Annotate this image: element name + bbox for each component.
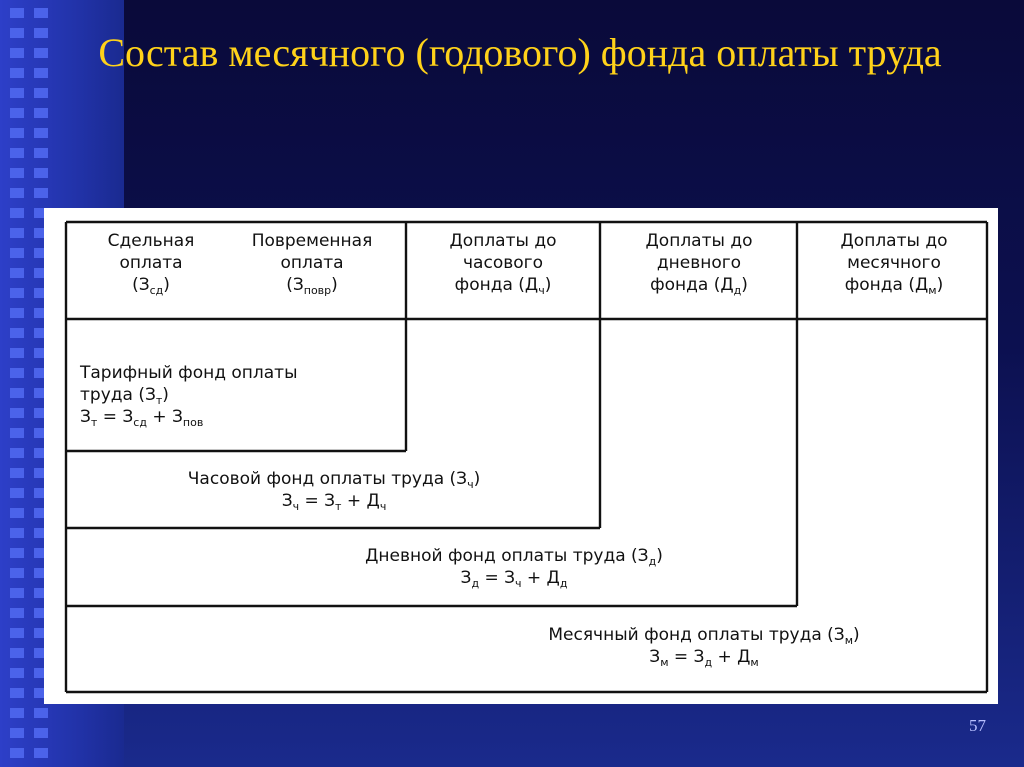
slide-number: 57 bbox=[969, 716, 986, 735]
band-square bbox=[10, 208, 24, 218]
band-square bbox=[10, 548, 24, 558]
band-square bbox=[10, 708, 24, 718]
band-square bbox=[10, 308, 24, 318]
monthly-fund-label: Месячный фонд оплаты труда $(З_м)$ $З_м = З_д + Д_м$ bbox=[484, 624, 924, 668]
band-square bbox=[10, 588, 24, 598]
band-square bbox=[10, 608, 24, 618]
band-square bbox=[34, 148, 48, 158]
band-square bbox=[10, 688, 24, 698]
hourly-fund-label: Часовой фонд оплаты труда $(З_ч)$ $З_ч = З_т + Д_ч$ bbox=[104, 468, 564, 512]
band-square bbox=[10, 448, 24, 458]
band-square bbox=[10, 168, 24, 178]
hourly-fund-formula: $З_ч = З_т + Д_ч$ bbox=[281, 491, 387, 513]
band-square bbox=[10, 68, 24, 78]
band-square bbox=[10, 408, 24, 418]
tariff-fund-label: Тарифный фонд оплаты труда $(З_т)$ $З_т = З_{сд} + З_{пов}$ bbox=[80, 362, 400, 428]
band-square bbox=[34, 68, 48, 78]
diagram-panel bbox=[44, 208, 998, 704]
band-square bbox=[34, 128, 48, 138]
band-square bbox=[10, 88, 24, 98]
band-square bbox=[10, 48, 24, 58]
header-daily-supplements: Доплаты до дневного фонда $(Д_д)$ bbox=[645, 231, 753, 297]
band-square bbox=[34, 48, 48, 58]
tariff-fund-formula: $З_т = З_{сд} + З_{пов}$ bbox=[80, 407, 204, 429]
daily-fund-formula: $З_д = З_ч + Д_д$ bbox=[460, 568, 568, 590]
band-square bbox=[10, 268, 24, 278]
header-monthly-supplements: Доплаты до месячного фонда $(Д_м)$ bbox=[840, 231, 948, 297]
band-square bbox=[10, 728, 24, 738]
band-square bbox=[10, 288, 24, 298]
band-square bbox=[34, 8, 48, 18]
slide-title: Состав месячного (годового) фонда оплаты труда bbox=[98, 30, 942, 75]
band-square bbox=[10, 128, 24, 138]
band-square bbox=[34, 708, 48, 718]
band-square bbox=[10, 508, 24, 518]
band-square bbox=[10, 668, 24, 678]
monthly-fund-formula: $З_м = З_д + Д_м$ bbox=[649, 647, 759, 669]
band-square bbox=[10, 368, 24, 378]
band-square bbox=[34, 168, 48, 178]
band-square bbox=[34, 728, 48, 738]
band-square bbox=[10, 748, 24, 758]
band-square bbox=[10, 188, 24, 198]
band-square bbox=[10, 148, 24, 158]
band-square bbox=[10, 528, 24, 538]
band-square bbox=[34, 28, 48, 38]
band-square bbox=[10, 28, 24, 38]
band-square bbox=[10, 248, 24, 258]
band-square bbox=[10, 388, 24, 398]
band-square bbox=[10, 348, 24, 358]
daily-fund-label: Дневной фонд оплаты труда $(З_д)$ $З_д = З_ч + Д_д$ bbox=[304, 545, 724, 589]
header-time-rate: Повременная оплата $(З_{повр})$ bbox=[251, 231, 373, 297]
band-square bbox=[34, 108, 48, 118]
band-square bbox=[10, 228, 24, 238]
band-square bbox=[10, 428, 24, 438]
header-piece-rate: Сдельная оплата $(З_{сд})$ bbox=[107, 231, 195, 297]
band-square bbox=[10, 628, 24, 638]
band-square bbox=[10, 328, 24, 338]
band-square bbox=[10, 108, 24, 118]
band-square bbox=[34, 88, 48, 98]
band-square bbox=[10, 568, 24, 578]
header-hourly-supplements: Доплаты до часового фонда $(Д_ч)$ bbox=[449, 231, 557, 297]
band-square bbox=[10, 488, 24, 498]
band-square bbox=[34, 188, 48, 198]
band-square bbox=[10, 648, 24, 658]
band-square bbox=[10, 8, 24, 18]
band-square bbox=[10, 468, 24, 478]
band-square bbox=[34, 748, 48, 758]
